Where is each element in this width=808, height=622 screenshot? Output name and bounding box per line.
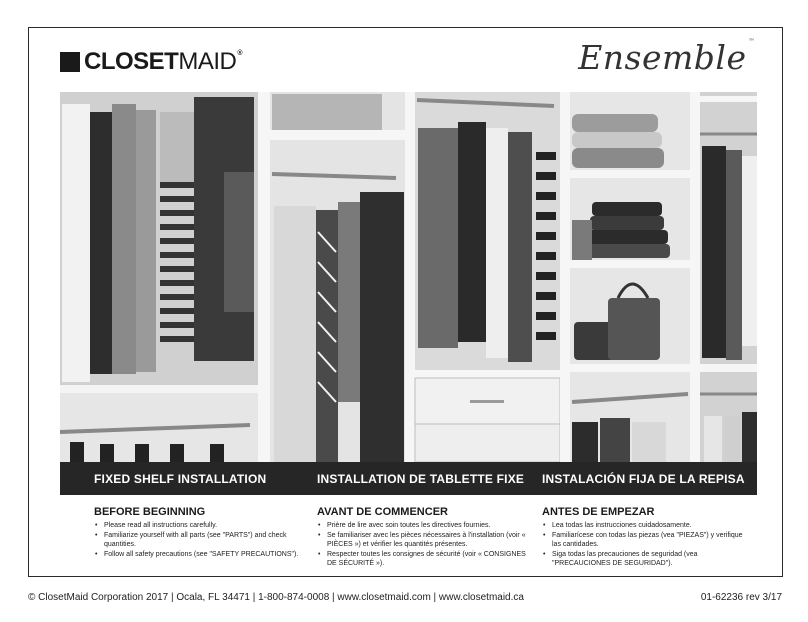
document-frame	[28, 27, 783, 577]
footer-company-line: © ClosetMaid Corporation 2017 | Ocala, FL 34471 | 1-800-874-0008 | www.closetmaid.com | www.closetmaid.ca	[28, 592, 524, 603]
banner-title-en: FIXED SHELF INSTALLATION	[94, 472, 267, 486]
section-fr	[317, 506, 537, 569]
list-item: • Siga todas las precauciones de seguridad (vea "PRECAUCIONES DE SEGURIDAD").	[542, 550, 747, 569]
title-banner	[60, 462, 757, 495]
ensemble-wordmark	[578, 38, 755, 77]
ensemble-tm: ™	[748, 38, 755, 45]
banner-title-fr: INSTALLATION DE TABLETTE FIXE	[317, 472, 525, 486]
list-item: • Se familiariser avec les pièces nécessaires à l'installation (voir « PIÈCES ») et vérifier les quantités présentes.	[317, 531, 537, 550]
list-item: • Follow all safety precautions (see "SAFETY PRECAUTIONS").	[94, 550, 319, 560]
list-item: • Lea todas las instrucciones cuidadosamente.	[542, 521, 747, 531]
logo-registered: ®	[237, 50, 243, 57]
section-heading: AVANT DE COMMENCER	[317, 506, 448, 518]
instruction-list	[317, 521, 537, 569]
list-item: • Please read all instructions carefully.	[94, 521, 319, 531]
list-item: • Familiarize yourself with all parts (see "PARTS") and check quantities.	[94, 531, 319, 550]
closet-photo	[60, 92, 757, 462]
section-en	[94, 506, 319, 559]
footer-doc-code: 01-62236 rev 3/17	[700, 592, 782, 603]
banner-title-es: INSTALACIÓN FIJA DE LA REPISA	[542, 472, 745, 486]
closet-illustration	[60, 92, 757, 462]
list-item: • Prière de lire avec soin toutes les directives fournies.	[317, 521, 537, 531]
instruction-list	[542, 521, 747, 569]
section-heading: BEFORE BEGINNING	[94, 506, 206, 518]
list-item: • Respecter toutes les consignes de sécurité (voir « CONSIGNES DE SÉCURITÉ »).	[317, 550, 537, 569]
ensemble-text: Ensemble	[578, 38, 747, 77]
logo-text-bold: CLOSET	[84, 48, 179, 75]
list-item: • Familiarícese con todas las piezas (vea "PIEZAS") y verifique las cantidades.	[542, 531, 747, 550]
logo-square-icon	[60, 52, 80, 72]
instruction-list	[94, 521, 319, 559]
logo-text-light: MAID	[178, 48, 237, 75]
closetmaid-logo	[60, 48, 242, 76]
section-heading: ANTES DE EMPEZAR	[542, 506, 655, 518]
section-es	[542, 506, 747, 569]
